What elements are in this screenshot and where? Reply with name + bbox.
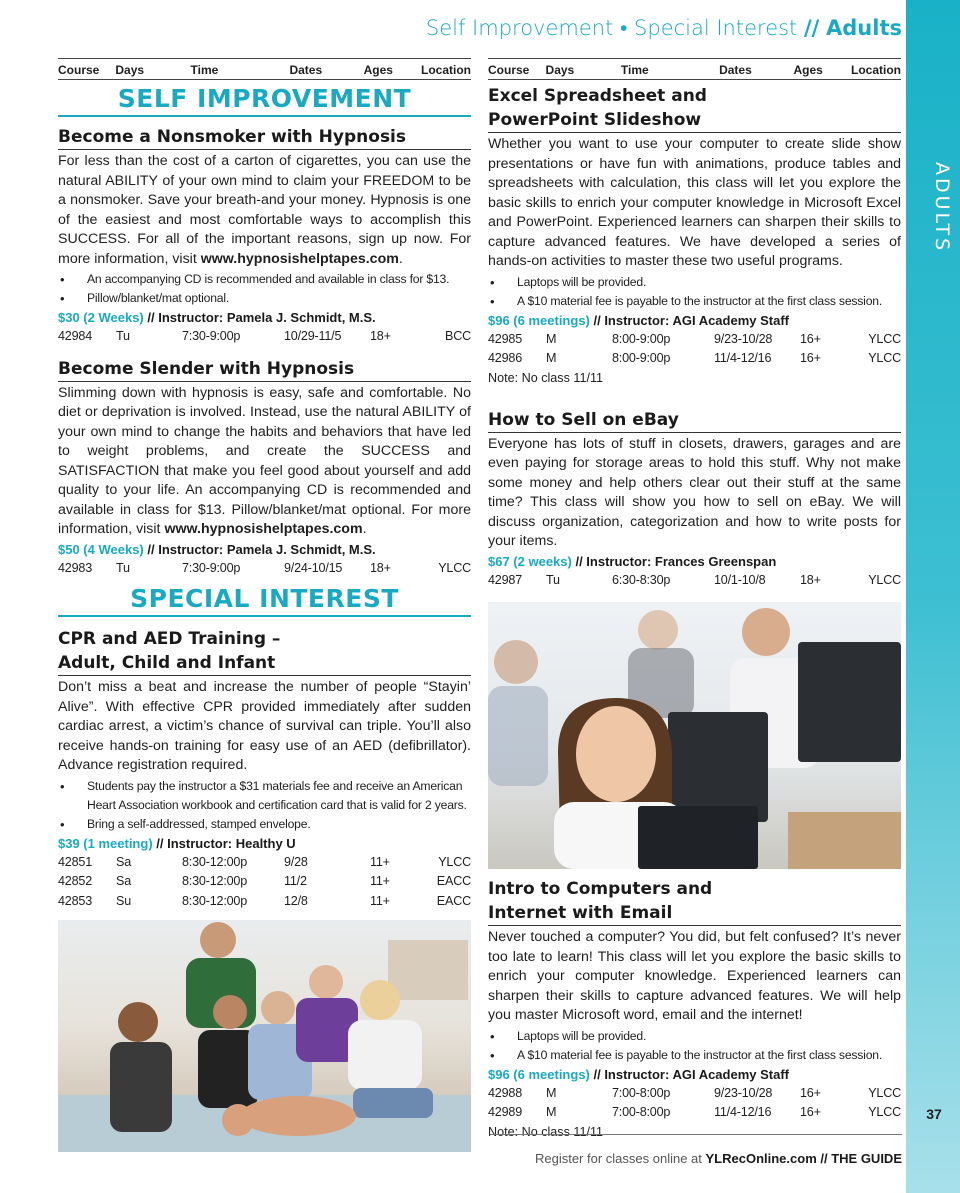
course-title-cpr-line1: CPR and AED Training – — [58, 629, 281, 650]
time: 8:30-12:00p — [182, 854, 248, 869]
course-title-intro-line2: Internet with Email — [488, 901, 901, 926]
website-link[interactable]: www.hypnosishelptapes.com — [164, 521, 363, 538]
header-dates: Dates — [719, 63, 752, 77]
dates: 9/23-10/28 — [714, 331, 773, 346]
left-column — [58, 58, 471, 1152]
location: EACC — [436, 874, 471, 889]
header-time: Time — [190, 63, 219, 77]
footer-website-link[interactable]: YLRecOnline.com — [705, 1151, 817, 1166]
description-end: . — [398, 250, 403, 267]
header-course: Course — [488, 63, 530, 77]
location: YLCC — [868, 331, 901, 346]
time: 7:30-9:00p — [182, 560, 241, 575]
table-header — [58, 58, 471, 80]
ages: 11+ — [370, 893, 390, 908]
instructor: // Instructor: AGI Academy Staff — [589, 312, 790, 328]
right-column — [488, 58, 901, 1142]
price: $67 (2 weeks) — [488, 553, 572, 569]
course-description — [58, 384, 471, 540]
price: $50 (4 Weeks) — [58, 541, 144, 557]
location: YLCC — [438, 854, 471, 869]
ages: 16+ — [800, 1105, 821, 1120]
dates: 11/4-12/16 — [714, 351, 772, 366]
course-title-nonsmoker: Become a Nonsmoker with Hypnosis — [58, 125, 471, 150]
header-days: Days — [115, 63, 145, 77]
price: $96 (6 meetings) — [488, 1066, 590, 1082]
table-row — [488, 1084, 901, 1104]
table-row — [488, 349, 901, 369]
days: M — [546, 331, 557, 346]
header-audience: Adults — [826, 16, 902, 40]
section-title-self-improvement: SELF IMPROVEMENT — [58, 80, 471, 117]
page-number: 37 — [926, 1106, 942, 1122]
price: $30 (2 Weeks) — [58, 310, 144, 325]
course-number: 42988 — [488, 1085, 523, 1100]
time: 6:30-8:30p — [612, 572, 671, 587]
course-number: 42851 — [58, 854, 93, 869]
days: Tu — [546, 572, 560, 587]
footer-guide: THE GUIDE — [831, 1151, 902, 1166]
header-dates: Dates — [289, 63, 323, 77]
header-location: Location — [851, 63, 902, 77]
header-time: Time — [620, 63, 649, 77]
header-location: Location — [421, 63, 472, 77]
days: Su — [116, 893, 132, 908]
dates: 9/28 — [284, 854, 308, 869]
dates: 9/24-10/15 — [284, 560, 343, 575]
time: 8:30-12:00p — [182, 874, 248, 889]
header-ages: Ages — [363, 63, 393, 77]
footer-slashes: // — [816, 1151, 832, 1166]
schedule-note: Note: No class 11/11 — [488, 370, 604, 385]
course-number: 42985 — [488, 331, 523, 346]
days: Sa — [116, 874, 132, 889]
instructor: // Instructor: Pamela J. Schmidt, M.S. — [143, 310, 376, 325]
schedule-note: Note: No class 11/11 — [488, 1124, 604, 1139]
time: 7:00-8:00p — [612, 1105, 671, 1120]
course-title-excel-line1: Excel Spreadsheet and — [488, 86, 707, 106]
course-description: Never touched a computer? You did, but felt confused? It’s never too late to learn! This class will let you explore the basic skills to enrich your computer knowledge. Experienced learners can sharpen their skills to capture advanced features. We will help you master Microsoft word, email and the internet! — [488, 929, 901, 1024]
header-sections: Self Improvement • Special Interest — [425, 16, 798, 40]
description-text: For less than the cost of a carton of cigarettes, you can use the natural ABILITY of your own mind to claim your FREEDOM to be a nonsmoker. Save your breath-and your money. Hypnosis is one of the easiest and most comfortable ways to accomplish this SUCCESS. For all of the important reasons, sign up now. For more information, visit — [58, 153, 471, 267]
table-row — [58, 853, 471, 873]
price-instructor-line — [488, 311, 901, 330]
computer-photo-illustration — [488, 602, 901, 869]
course-notes — [58, 777, 471, 834]
list-item: • A $10 material fee is payable to the instructor at the first class session. — [488, 1046, 901, 1065]
location: YLCC — [868, 1085, 901, 1100]
time: 7:30-9:00p — [182, 329, 241, 343]
cpr-photo-illustration — [58, 920, 471, 1152]
course-title-intro-line1: Intro to Computers and — [488, 879, 713, 900]
price-instructor-line — [58, 540, 471, 559]
price-instructor-line — [488, 1065, 901, 1084]
page-footer — [490, 1134, 902, 1166]
course-description: Whether you want to use your computer to create slide show presentations or have fun with animations, produce tables and spreadsheets with calculation, this class will let you explore the basic skills to enrich your computer knowledge in Microsoft Excel and PowerPoint. Experienced learners can sharpen their skills to capture advanced features. We have developed a series of hands-on activities to master these two useful programs. — [488, 136, 901, 269]
ages: 16+ — [800, 351, 821, 366]
table-row — [58, 892, 471, 912]
days: Tu — [116, 560, 130, 575]
list-item: • Laptops will be provided. — [488, 1027, 901, 1046]
list-item: • An accompanying CD is recommended and available in class for $13. — [58, 270, 471, 289]
table-row — [488, 1103, 901, 1123]
course-title-cpr-line2: Adult, Child and Infant — [58, 651, 471, 676]
course-notes — [488, 273, 901, 311]
instructor: // Instructor: Frances Greenspan — [571, 553, 777, 569]
table-row — [58, 872, 471, 892]
instructor: // Instructor: Healthy U — [152, 835, 296, 851]
header-ages: Ages — [793, 63, 823, 77]
course-number: 42986 — [488, 351, 523, 366]
ages: 11+ — [370, 854, 390, 869]
dates: 10/29-11/5 — [284, 329, 342, 343]
ages: 11+ — [370, 874, 390, 889]
time: 7:00-8:00p — [612, 1085, 671, 1100]
time: 8:30-12:00p — [182, 893, 248, 908]
table-row — [488, 571, 901, 591]
table-row — [58, 559, 471, 579]
course-description — [58, 152, 471, 269]
price-instructor-line — [488, 552, 901, 571]
header-days: Days — [545, 63, 575, 77]
table-row — [58, 327, 471, 347]
list-item: • Students pay the instructor a $31 materials fee and receive an American Heart Association workbook and certification card that is valid for 2 years. — [58, 777, 471, 815]
course-number: 42853 — [58, 893, 93, 908]
ages: 18+ — [370, 560, 391, 575]
page-header — [380, 16, 902, 41]
time: 8:00-9:00p — [612, 351, 671, 366]
description-text: Slimming down with hypnosis is easy, safe and comfortable. No diet or deprivation is involved. Instead, use the natural ABILITY of your own mind to change the habits and behaviors that have led to weight problems, and create the SUCCESS and SATISFACTION that make you feel good about yourself and add quality to your life. An accompanying CD is recommended and available in class for $13. Pillow/blanket/mat optional. For more information, visit — [58, 384, 471, 538]
course-notes — [488, 1027, 901, 1065]
instructor: // Instructor: AGI Academy Staff — [589, 1066, 790, 1082]
location: BCC — [445, 329, 471, 343]
course-title-excel-line2: PowerPoint Slideshow — [488, 108, 901, 133]
table-header — [488, 58, 901, 80]
header-slashes: // — [803, 16, 820, 40]
instructor: // Instructor: Pamela J. Schmidt, M.S. — [143, 541, 376, 557]
price-instructor-line — [58, 308, 471, 327]
days: Sa — [116, 854, 132, 869]
computer-class-photo — [488, 602, 901, 869]
course-description: Everyone has lots of stuff in closets, drawers, garages and are even paying for storage areas to hold this stuff. Why not make some money and help others clear out their stuff at the same time? This class will show you how to sell on eBay. We will discuss organization, categorization and how to write posts for your items. — [488, 435, 901, 550]
course-notes — [58, 270, 471, 308]
course-number: 42987 — [488, 572, 523, 587]
location: YLCC — [868, 572, 901, 587]
table-row — [488, 330, 901, 350]
course-title-ebay: How to Sell on eBay — [488, 408, 901, 433]
ages: 16+ — [800, 1085, 821, 1100]
list-item: • Laptops will be provided. — [488, 273, 901, 292]
price: $96 (6 meetings) — [488, 312, 590, 328]
price: $39 (1 meeting) — [58, 835, 153, 851]
ages: 18+ — [370, 329, 391, 343]
description-end: . — [362, 521, 367, 538]
location: YLCC — [868, 351, 901, 366]
ages: 18+ — [800, 572, 821, 587]
website-link[interactable]: www.hypnosishelptapes.com — [200, 250, 399, 267]
section-title-special-interest: SPECIAL INTEREST — [58, 580, 471, 617]
list-item: • Bring a self-addressed, stamped envelope. — [58, 815, 471, 834]
course-number: 42989 — [488, 1105, 523, 1120]
dates: 9/23-10/28 — [714, 1085, 773, 1100]
course-number: 42984 — [58, 329, 93, 343]
list-item: • Pillow/blanket/mat optional. — [58, 289, 471, 308]
location: YLCC — [438, 560, 471, 575]
course-title-slender: Become Slender with Hypnosis — [58, 357, 471, 382]
ages: 16+ — [800, 331, 821, 346]
dates: 11/2 — [284, 874, 307, 889]
header-course: Course — [58, 63, 100, 77]
side-tab-label: ADULTS — [931, 162, 953, 254]
course-number: 42852 — [58, 874, 93, 889]
footer-text: Register for classes online at — [534, 1151, 706, 1166]
days: M — [546, 351, 557, 366]
list-item: • A $10 material fee is payable to the instructor at the first class session. — [488, 292, 901, 311]
dates: 10/1-10/8 — [714, 572, 766, 587]
days: M — [546, 1085, 557, 1100]
dates: 11/4-12/16 — [714, 1105, 772, 1120]
location: EACC — [436, 893, 471, 908]
days: M — [546, 1105, 557, 1120]
course-number: 42983 — [58, 560, 93, 575]
location: YLCC — [868, 1105, 901, 1120]
days: Tu — [116, 329, 130, 343]
cpr-class-photo — [58, 920, 471, 1152]
time: 8:00-9:00p — [612, 331, 671, 346]
price-instructor-line — [58, 834, 471, 853]
course-description: Don’t miss a beat and increase the number of people “Stayin’ Alive”. With effective CPR provided immediately after sudden cardiac arrest, a victim’s chance of survival can triple. You’ll also receive hands-on training for easy use of an AED (defibrillator). Advance registration required. — [58, 679, 471, 774]
dates: 12/8 — [284, 893, 308, 908]
